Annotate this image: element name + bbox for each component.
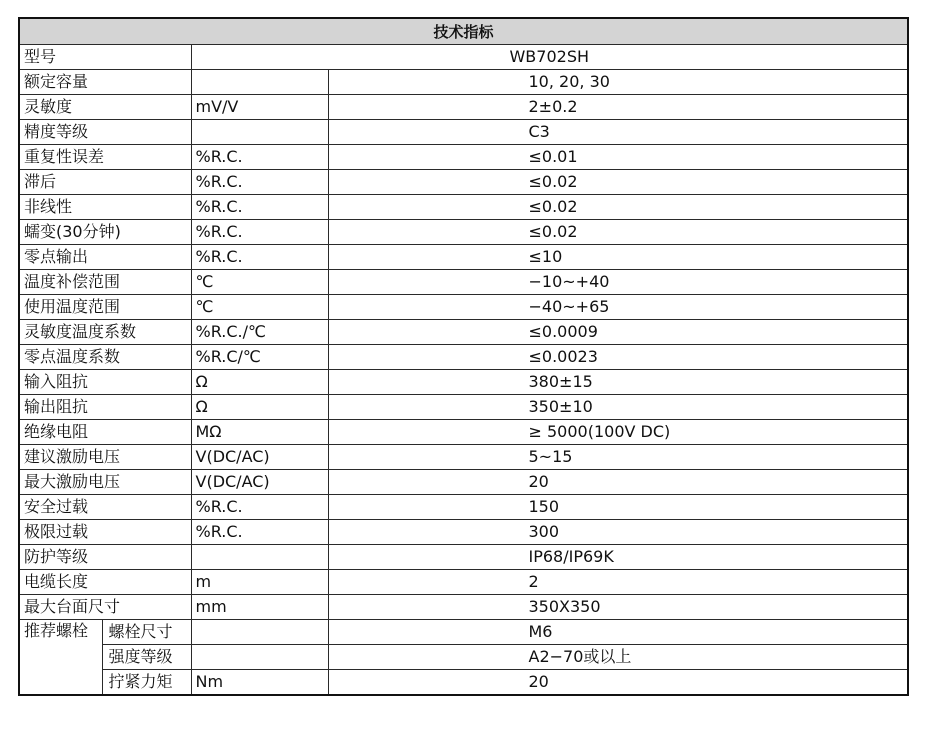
value-cell: 380±15 (328, 370, 908, 395)
unit-cell: Ω (191, 370, 328, 395)
unit-cell: V(DC/AC) (191, 470, 328, 495)
table-row (19, 345, 908, 370)
unit-cell: ℃ (191, 270, 328, 295)
unit-cell: %R.C. (191, 495, 328, 520)
value-cell: ≤0.02 (328, 195, 908, 220)
value-cell: 350±10 (328, 395, 908, 420)
table-row (19, 395, 908, 420)
table-row (19, 370, 908, 395)
unit-cell (191, 120, 328, 145)
table-row (19, 470, 908, 495)
param-cell: 重复性误差 (19, 145, 191, 170)
param-cell: 安全过载 (19, 495, 191, 520)
value-cell: 5~15 (328, 445, 908, 470)
param-cell: 电缆长度 (19, 570, 191, 595)
unit-cell: V(DC/AC) (191, 445, 328, 470)
value-cell: ≥ 5000(100V DC) (328, 420, 908, 445)
table-row (19, 520, 908, 545)
value-cell: C3 (328, 120, 908, 145)
value-cell: 150 (328, 495, 908, 520)
value-cell: −40~+65 (328, 295, 908, 320)
unit-cell: %R.C. (191, 245, 328, 270)
unit-cell: %R.C./℃ (191, 320, 328, 345)
param-cell: 输出阻抗 (19, 395, 191, 420)
param-cell: 零点温度系数 (19, 345, 191, 370)
table-row (19, 270, 908, 295)
param-cell: 防护等级 (19, 545, 191, 570)
param-cell: 非线性 (19, 195, 191, 220)
value-cell: 20 (328, 670, 908, 696)
value-cell: 10, 20, 30 (328, 70, 908, 95)
value-cell: ≤0.0009 (328, 320, 908, 345)
table-row (19, 595, 908, 620)
param-cell: 蠕变(30分钟) (19, 220, 191, 245)
unit-cell: %R.C. (191, 170, 328, 195)
unit-cell (191, 545, 328, 570)
unit-cell: %R.C/℃ (191, 345, 328, 370)
bolt-sub-cell: 螺栓尺寸 (102, 620, 191, 645)
bolt-row (19, 620, 908, 645)
value-cell: M6 (328, 620, 908, 645)
param-cell: 绝缘电阻 (19, 420, 191, 445)
table-row (19, 245, 908, 270)
value-cell: 350X350 (328, 595, 908, 620)
param-cell: 输入阻抗 (19, 370, 191, 395)
param-cell: 极限过载 (19, 520, 191, 545)
table-row (19, 220, 908, 245)
table-row (19, 445, 908, 470)
value-cell: ≤0.02 (328, 220, 908, 245)
unit-cell: Nm (191, 670, 328, 696)
param-cell: 建议激励电压 (19, 445, 191, 470)
bolt-sub-cell: 拧紧力矩 (102, 670, 191, 696)
value-cell: ≤0.02 (328, 170, 908, 195)
table-row (19, 95, 908, 120)
value-cell: ≤0.01 (328, 145, 908, 170)
table-title: 技术指标 (19, 18, 908, 45)
value-cell: −10~+40 (328, 270, 908, 295)
value-cell: A2−70或以上 (328, 645, 908, 670)
unit-cell: ℃ (191, 295, 328, 320)
value-cell: 20 (328, 470, 908, 495)
table-row (19, 195, 908, 220)
table-row (19, 120, 908, 145)
param-cell: 额定容量 (19, 70, 191, 95)
unit-cell: %R.C. (191, 145, 328, 170)
param-cell: 最大激励电压 (19, 470, 191, 495)
unit-cell: Ω (191, 395, 328, 420)
bolt-label-cell: 推荐螺栓 (19, 620, 102, 696)
unit-cell (191, 620, 328, 645)
bolt-row (19, 670, 908, 696)
unit-cell: %R.C. (191, 220, 328, 245)
param-cell: 零点输出 (19, 245, 191, 270)
value-cell: 2 (328, 570, 908, 595)
param-cell: 使用温度范围 (19, 295, 191, 320)
model-value: WB702SH (191, 45, 908, 70)
title-row (19, 18, 908, 45)
param-cell: 滞后 (19, 170, 191, 195)
table-row (19, 170, 908, 195)
unit-cell (191, 645, 328, 670)
bolt-row (19, 645, 908, 670)
param-cell: 最大台面尺寸 (19, 595, 191, 620)
unit-cell: %R.C. (191, 195, 328, 220)
value-cell: 2±0.2 (328, 95, 908, 120)
table-row (19, 295, 908, 320)
table-row (19, 145, 908, 170)
param-cell: 精度等级 (19, 120, 191, 145)
unit-cell: %R.C. (191, 520, 328, 545)
unit-cell: mV/V (191, 95, 328, 120)
table-row (19, 420, 908, 445)
unit-cell: m (191, 570, 328, 595)
value-cell: ≤0.0023 (328, 345, 908, 370)
param-cell: 灵敏度温度系数 (19, 320, 191, 345)
value-cell: IP68/IP69K (328, 545, 908, 570)
value-cell: ≤10 (328, 245, 908, 270)
spec-table (18, 17, 909, 696)
table-row (19, 320, 908, 345)
value-cell: 300 (328, 520, 908, 545)
table-row (19, 495, 908, 520)
bolt-sub-cell: 强度等级 (102, 645, 191, 670)
model-label: 型号 (19, 45, 191, 70)
table-row (19, 570, 908, 595)
model-row (19, 45, 908, 70)
table-row (19, 70, 908, 95)
unit-cell: MΩ (191, 420, 328, 445)
unit-cell: mm (191, 595, 328, 620)
table-row (19, 545, 908, 570)
unit-cell (191, 70, 328, 95)
param-cell: 温度补偿范围 (19, 270, 191, 295)
param-cell: 灵敏度 (19, 95, 191, 120)
